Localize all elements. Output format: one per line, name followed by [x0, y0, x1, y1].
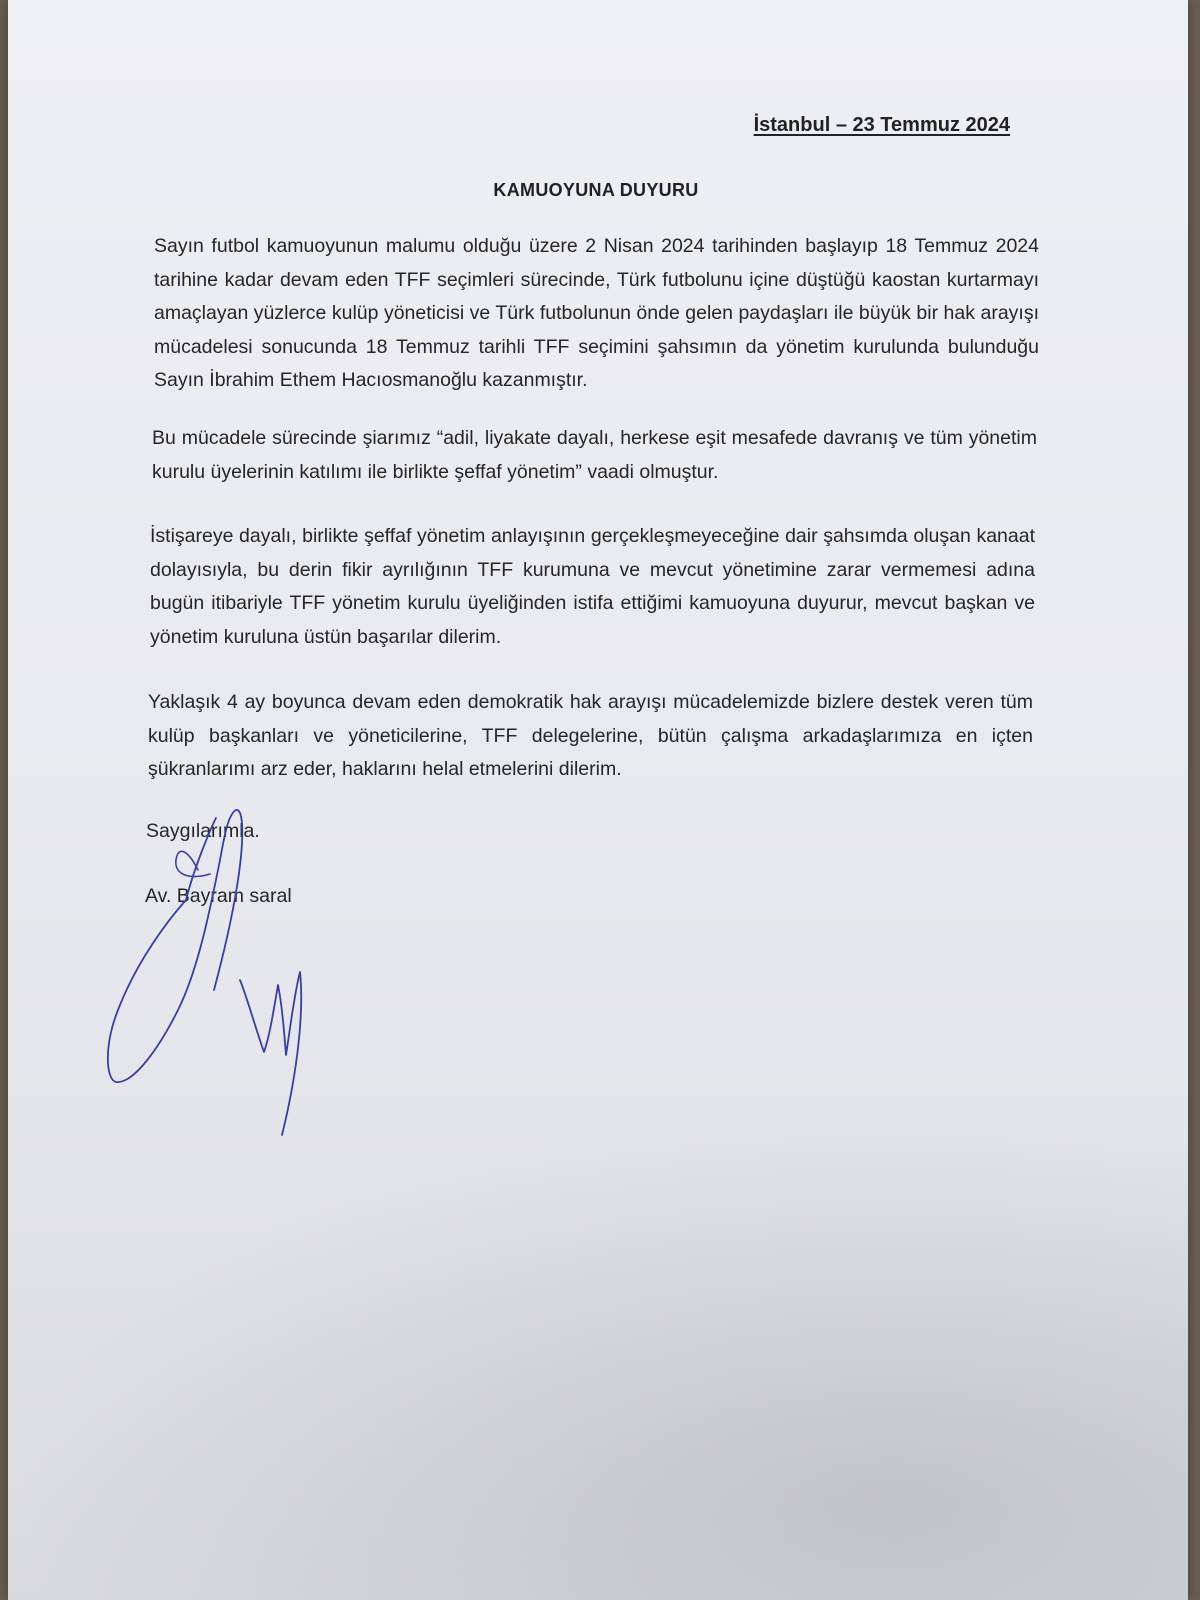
signatory-name: Av. Bayram saral — [145, 885, 292, 907]
paper-sheet — [8, 0, 1188, 1600]
paragraph-2: Bu mücadele sürecinde şiarımız “adil, liyakate dayalı, herkese eşit mesafede davranış ve tüm yönetim kurulu üyelerinin katılımı ile birlikte şeffaf yönetim” vaadi olmuştur. — [152, 427, 1037, 483]
paragraph-4: Yaklaşık 4 ay boyunca devam eden demokratik hak arayışı mücadelemizde bizlere destek veren tüm kulüp başkanları ve yöneticilerine, TFF delegelerine, bütün çalışma arkadaşlarımıza en içten şükranlarımı arz eder, haklarını helal etmelerini dilerim. — [148, 691, 1033, 780]
signature-stroke-main — [108, 810, 242, 1082]
paragraph-1: Sayın futbol kamuoyunun malumu olduğu üzere 2 Nisan 2024 tarihinden başlayıp 18 Temmuz 2024 tarihine kadar devam eden TFF seçimleri sürecinde, Türk futbolunu içine düştüğü kaostan kurtarmayı amaçlayan yüzlerce kulüp yöneticisi ve Türk futbolunun önde gelen paydaşları ile büyük bir hak arayışı mücadelesi sonucunda 18 Temmuz tarihli TFF seçimini şahsımın da yönetim kurulunda bulunduğu Sayın İbrahim Ethem Hacıosmanoğlu kazanmıştır. — [154, 235, 1039, 391]
signature-stroke-loop — [176, 851, 210, 876]
closing-line: Saygılarımla. — [146, 820, 260, 842]
signature-stroke-tail — [240, 972, 301, 1135]
document-title: KAMUOYUNA DUYURU — [493, 180, 699, 200]
paragraph-3: İstişareye dayalı, birlikte şeffaf yönetim anlayışının gerçekleşmeyeceğine dair şahsımda oluşan kanaat dolayısıyla, bu derin fikir ayrılığının TFF kurumuna ve mevcut yönetimine zarar vermemesi adına bugün itibariyle TFF yönetim kurulu üyeliğinden istifa ettiğimi kamuoyuna duyurur, mevcut başkan ve yönetim kuruluna üstün başarılar dilerim. — [150, 525, 1035, 648]
document-date: İstanbul – 23 Temmuz 2024 — [753, 114, 1010, 136]
handwritten-signature — [98, 790, 328, 1150]
